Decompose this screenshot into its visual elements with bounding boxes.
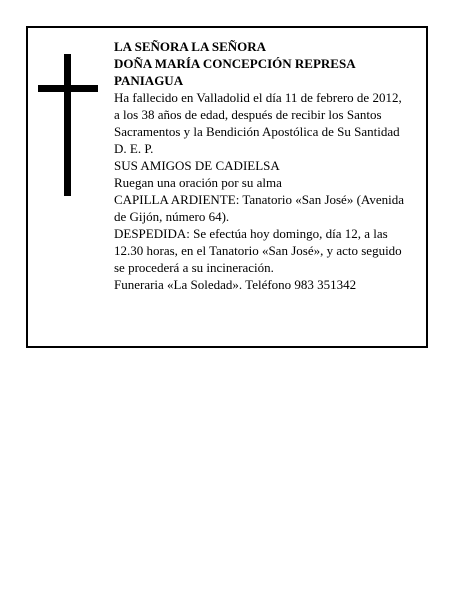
header-line-3: PANIAGUA (114, 73, 184, 88)
friends-line: SUS AMIGOS DE CADIELSA (114, 158, 280, 173)
header-line-1: LA SEÑORA LA SEÑORA (114, 39, 267, 54)
latin-cross-icon (38, 54, 98, 196)
chapel-line-1: CAPILLA ARDIENTE: Tanatorio «San José» (Avenida (114, 192, 404, 207)
funeral-home-line: Funeraria «La Soledad». Teléfono 983 351342 (114, 277, 357, 292)
cross-horizontal-bar (38, 85, 98, 92)
cross-vertical-bar (64, 54, 71, 196)
farewell-line-3: se procederá a su incineración. (114, 260, 274, 275)
chapel-line-2: de Gijón, número 64). (114, 209, 230, 224)
header-line-2: DOÑA MARÍA CONCEPCIÓN REPRESA (114, 56, 356, 71)
farewell-line-2: 12.30 horas, en el Tanatorio «San José», y acto seguido (114, 243, 402, 258)
obituary-text (114, 38, 426, 293)
prayer-request-line: Ruegan una oración por su alma (114, 175, 282, 190)
death-line-3: Sacramentos y la Bendición Apostólica de Su Santidad (114, 124, 400, 139)
death-line-2: a los 38 años de edad, después de recibir los Santos (114, 107, 382, 122)
death-line-1: Ha fallecido en Valladolid el día 11 de febrero de 2012, (114, 90, 402, 105)
farewell-line-1: DESPEDIDA: Se efectúa hoy domingo, día 12, a las (114, 226, 388, 241)
rip-line: D. E. P. (114, 141, 154, 156)
